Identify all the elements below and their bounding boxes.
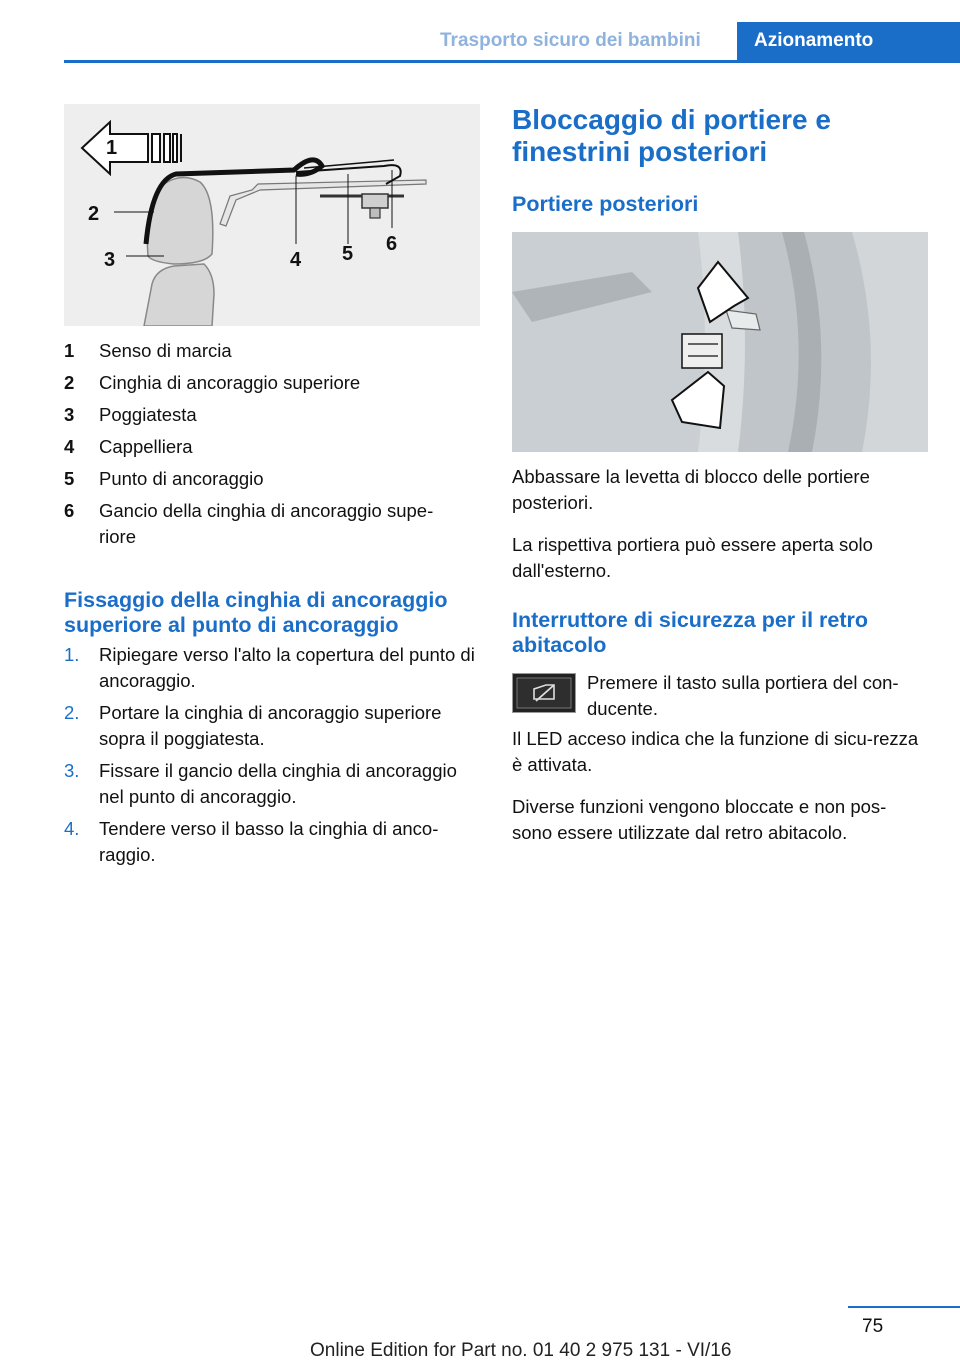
step-num: 2.: [64, 702, 80, 723]
legend-num: 1: [64, 340, 75, 361]
step-item: [64, 642, 484, 694]
rear-doors-para-2: La rispettiva portiera può essere aperta solo dall'esterno.: [512, 534, 873, 581]
callout-4: 4: [290, 249, 302, 271]
legend-num: 5: [64, 468, 75, 489]
legend-num: 4: [64, 436, 75, 457]
legend-item: [64, 338, 484, 364]
header-section-title: Trasporto sicuro dei bambini: [440, 30, 701, 51]
step-item: [64, 758, 484, 810]
callout-6: 6: [386, 233, 398, 255]
legend-text: Cinghia di ancoraggio superiore: [99, 372, 361, 393]
child-lock-instruction: Premere il tasto sulla portiera del con-ducente.: [587, 672, 899, 719]
step-num: 3.: [64, 760, 80, 781]
legend-item: [64, 370, 484, 396]
callout-1: 1: [106, 137, 118, 159]
legend-item: [64, 466, 484, 492]
step-num: 1.: [64, 644, 80, 665]
legend-num: 2: [64, 372, 75, 393]
rear-doors-para-1: Abbassare la levetta di blocco delle portiere posteriori.: [512, 466, 870, 513]
step-text: Ripiegare verso l'alto la copertura del punto di ancoraggio.: [99, 644, 475, 691]
header-rule: [64, 60, 960, 63]
legend-text: Cappelliera: [99, 436, 193, 457]
child-lock-para-1: Il LED acceso indica che la funzione di sicu-rezza è attivata.: [512, 728, 919, 775]
header-chapter-label: Azionamento: [754, 30, 874, 51]
legend-num: 6: [64, 500, 75, 521]
step-item: [64, 700, 484, 752]
page-number-rule: [848, 1306, 960, 1308]
callout-5: 5: [342, 243, 354, 265]
step-item: [64, 816, 484, 868]
callout-2: 2: [88, 203, 100, 225]
callout-3: 3: [104, 249, 116, 271]
step-text: Portare la cinghia di ancoraggio superiore sopra il poggiatesta.: [99, 702, 442, 749]
step-text: Fissare il gancio della cinghia di ancoraggio nel punto di ancoraggio.: [99, 760, 457, 807]
child-lock-heading: Interruttore di sicurezza per il retro abitacolo: [512, 608, 869, 657]
edition-footer: Online Edition for Part no. 01 40 2 975 131 - VI/16: [310, 1340, 732, 1361]
legend-text: Poggiatesta: [99, 404, 197, 425]
child-lock-button-icon: [512, 673, 576, 713]
tether-diagram: [64, 104, 480, 326]
step-text: Tendere verso il basso la cinghia di anco-raggio.: [99, 818, 439, 865]
legend-num: 3: [64, 404, 75, 425]
tether-steps: [64, 642, 484, 874]
step-num: 4.: [64, 818, 80, 839]
rear-doors-heading: Portiere posteriori: [512, 192, 699, 216]
legend-item: [64, 498, 484, 550]
figure-legend: [64, 338, 484, 556]
legend-text: Senso di marcia: [99, 340, 232, 361]
page-number: 75: [862, 1316, 884, 1337]
legend-item: [64, 434, 484, 460]
rear-door-lock-photo: [512, 232, 928, 452]
legend-item: [64, 402, 484, 428]
child-lock-para-2: Diverse funzioni vengono bloccate e non pos-sono essere utilizzate dal retro abitacolo.: [512, 796, 887, 843]
section-title: Bloccaggio di portiere e finestrini posteriori: [512, 104, 831, 167]
legend-text: Gancio della cinghia di ancoraggio supe-riore: [99, 500, 434, 547]
legend-text: Punto di ancoraggio: [99, 468, 264, 489]
tether-fastening-heading: Fissaggio della cinghia di ancoraggio superiore al punto di ancoraggio: [64, 588, 448, 637]
